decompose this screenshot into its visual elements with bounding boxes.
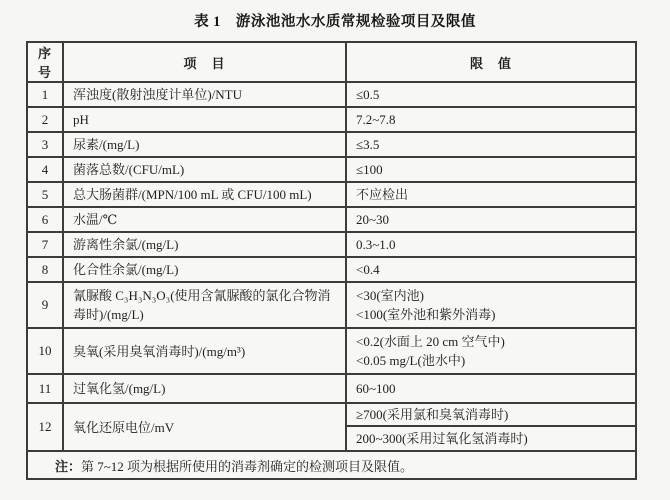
water-quality-table (26, 41, 637, 480)
cell-limit (346, 282, 636, 328)
table-row (27, 182, 636, 207)
cell-no: 6 (27, 207, 63, 232)
table-row (27, 374, 636, 403)
cell-item: 臭氧(采用臭氧消毒时)/(mg/m³) (63, 328, 346, 374)
table-row (27, 403, 636, 426)
cell-item: 尿素/(mg/L) (63, 132, 346, 157)
table-row (27, 207, 636, 232)
table-row (27, 232, 636, 257)
table-row (27, 157, 636, 182)
cell-item: 水温/℃ (63, 207, 346, 232)
cell-item: 氧化还原电位/mV (63, 403, 346, 451)
cell-limit: 20~30 (346, 207, 636, 232)
limit-line: <0.2(水面上 20 cm 空气中) (356, 334, 505, 349)
cell-limit: 不应检出 (346, 182, 636, 207)
limit-line: <0.05 mg/L(池水中) (356, 353, 466, 368)
cell-limit: 200~300(采用过氧化氢消毒时) (346, 426, 636, 451)
note-label: 注： (55, 458, 82, 474)
cell-item: 总大肠菌群/(MPN/100 mL 或 CFU/100 mL) (63, 182, 346, 207)
cell-no: 2 (27, 107, 63, 132)
table-row (27, 82, 636, 107)
header-limit: 限 值 (346, 42, 636, 82)
header-item: 项 目 (63, 42, 346, 82)
table-row (27, 328, 636, 374)
cell-item: pH (63, 107, 346, 132)
cell-no: 3 (27, 132, 63, 157)
note-row (27, 451, 636, 479)
cell-no: 7 (27, 232, 63, 257)
table-row (27, 257, 636, 282)
cell-limit: 7.2~7.8 (346, 107, 636, 132)
cell-no: 5 (27, 182, 63, 207)
cell-limit: ≤0.5 (346, 82, 636, 107)
cell-limit: ≤100 (346, 157, 636, 182)
cell-no: 1 (27, 82, 63, 107)
note-text: 第 7~12 项为根据所使用的消毒剂确定的检测项目及限值。 (81, 458, 414, 474)
header-no: 序号 (27, 42, 63, 82)
limit-line: <30(室内池) (356, 288, 424, 303)
note-cell (27, 451, 636, 479)
cell-limit: ≤3.5 (346, 132, 636, 157)
cell-item: 氰脲酸 C₃H₃N₃O₃(使用含氰脲酸的氯化合物消毒时)/(mg/L) (63, 282, 346, 328)
cell-limit: <0.4 (346, 257, 636, 282)
cell-no: 10 (27, 328, 63, 374)
cell-item: 化合性余氯/(mg/L) (63, 257, 346, 282)
cell-item: 游离性余氯/(mg/L) (63, 232, 346, 257)
cell-limit (346, 328, 636, 374)
cell-limit: 0.3~1.0 (346, 232, 636, 257)
cell-item: 过氧化氢/(mg/L) (63, 374, 346, 403)
table-row (27, 107, 636, 132)
cell-item: 菌落总数/(CFU/mL) (63, 157, 346, 182)
cell-limit: 60~100 (346, 374, 636, 403)
cell-no: 8 (27, 257, 63, 282)
cell-no: 4 (27, 157, 63, 182)
cell-no: 9 (27, 282, 63, 328)
cell-no: 11 (27, 374, 63, 403)
table-header-row (27, 42, 636, 82)
limit-line: <100(室外池和紫外消毒) (356, 307, 496, 322)
cell-item: 浑浊度(散射浊度计单位)/NTU (63, 82, 346, 107)
cell-limit: ≥700(采用氯和臭氧消毒时) (346, 403, 636, 426)
table-row (27, 282, 636, 328)
cell-no: 12 (27, 403, 63, 451)
table-row (27, 132, 636, 157)
page-title: 表 1 游泳池池水水质常规检验项目及限值 (194, 14, 476, 30)
